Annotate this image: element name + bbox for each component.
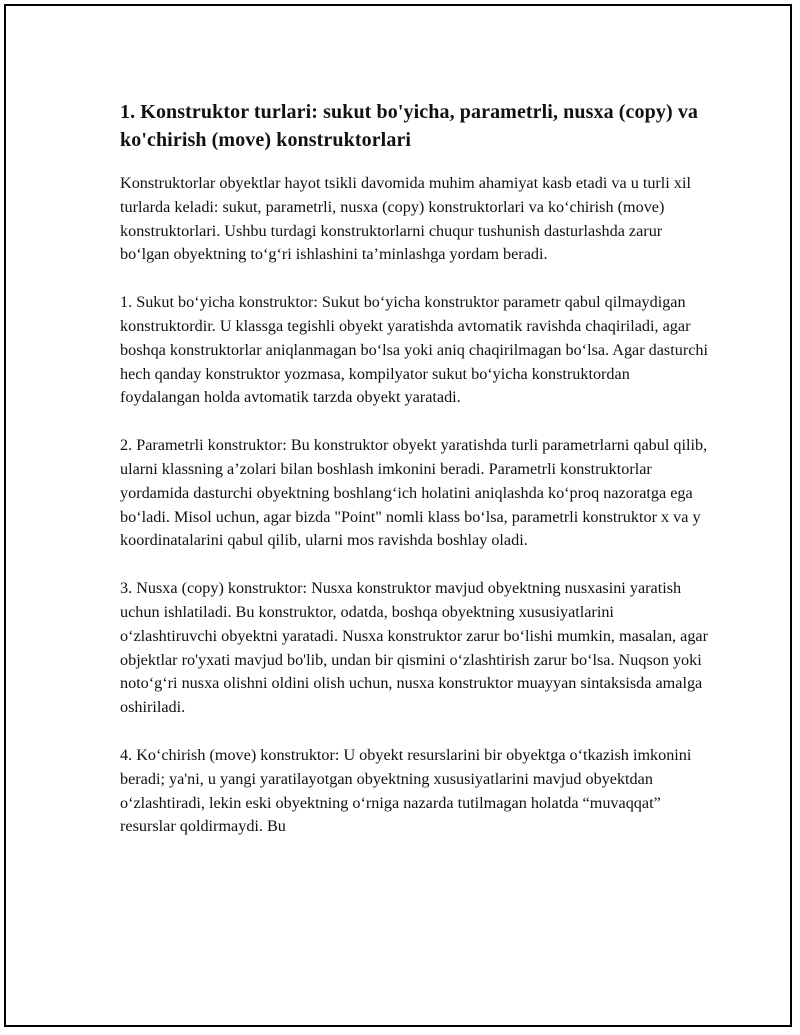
parameterized-constructor-paragraph: 2. Parametrli konstruktor: Bu konstruktor obyekt yaratishda turli parametrlarni qabul qilib, ularni klassning a’zolari bilan boshlash imkonini beradi. Parametrli konstruktorlar yordamida dasturchi obyektning boshlang‘ich holatini aniqlashda ko‘proq nazoratga ega bo‘ladi. Misol uchun, agar bizda "Point" nomli klass bo‘lsa, parametrli konstruktor x va y koordinatalarini qabul qilib, ularni mos ravishda boshlay oladi. [120,436,708,550]
copy-constructor-paragraph: 3. Nusxa (copy) konstruktor: Nusxa konstruktor mavjud obyektning nusxasini yaratish uchun ishlatiladi. Bu konstruktor, odatda, boshqa obyektning xususiyatlarini o‘zlashtiruvchi obyektni yaratadi. Nusxa konstruktor zarur bo‘lishi mumkin, masalan, agar objektlar ro'yxati mavjud bo'lib, undan bir qismini o‘zlashtirish zarur bo‘lsa. Nuqson yoki noto‘g‘ri nusxa olishni oldini olish uchun, nusxa konstruktor muayyan sintaksisda amalga oshiriladi. [120,579,708,717]
document-body [120,98,710,863]
move-constructor-paragraph: 4. Ko‘chirish (move) konstruktor: U obyekt resurslarini bir obyektga o‘tkazish imkonini beradi; ya'ni, u yangi yaratilayotgan obyektning xususiyatlarini mavjud obyektdan o‘zlashtiradi, lekin eski obyektning o‘rniga nazarda tutilmagan holatda “muvaqqat” resurslar qoldirmaydi. Bu [120,745,692,836]
document-page [4,4,792,1027]
default-constructor-paragraph: 1. Sukut bo‘yicha konstruktor: Sukut bo‘yicha konstruktor parametr qabul qilmaydigan konstruktordir. U klassga tegishli obyekt yaratishda avtomatik ravishda chaqiriladi, agar boshqa konstruktorlar aniqlanmagan bo‘lsa yoki aniq chaqirilmagan bo‘lsa. Agar dasturchi hech qanday konstruktor yozmasa, kompilyator sukut bo‘yicha konstruktordan foydalangan holda avtomatik tarzda obyekt yaratadi. [120,293,708,407]
intro-paragraph: Konstruktorlar obyektlar hayot tsikli davomida muhim ahamiyat kasb etadi va u turli xil turlarda keladi: sukut, parametrli, nusxa (copy) konstruktorlari va ko‘chirish (move) konstruktorlari. Ushbu turdagi konstruktorlarni chuqur tushunish dasturlashda zarur bo‘lgan obyektning to‘g‘ri ishlashini ta’minlashga yordam beradi. [120,174,691,264]
document-title: 1. Konstruktor turlari: sukut bo'yicha, parametrli, nusxa (copy) va ko'chirish (move) konstruktorlari [120,101,699,151]
